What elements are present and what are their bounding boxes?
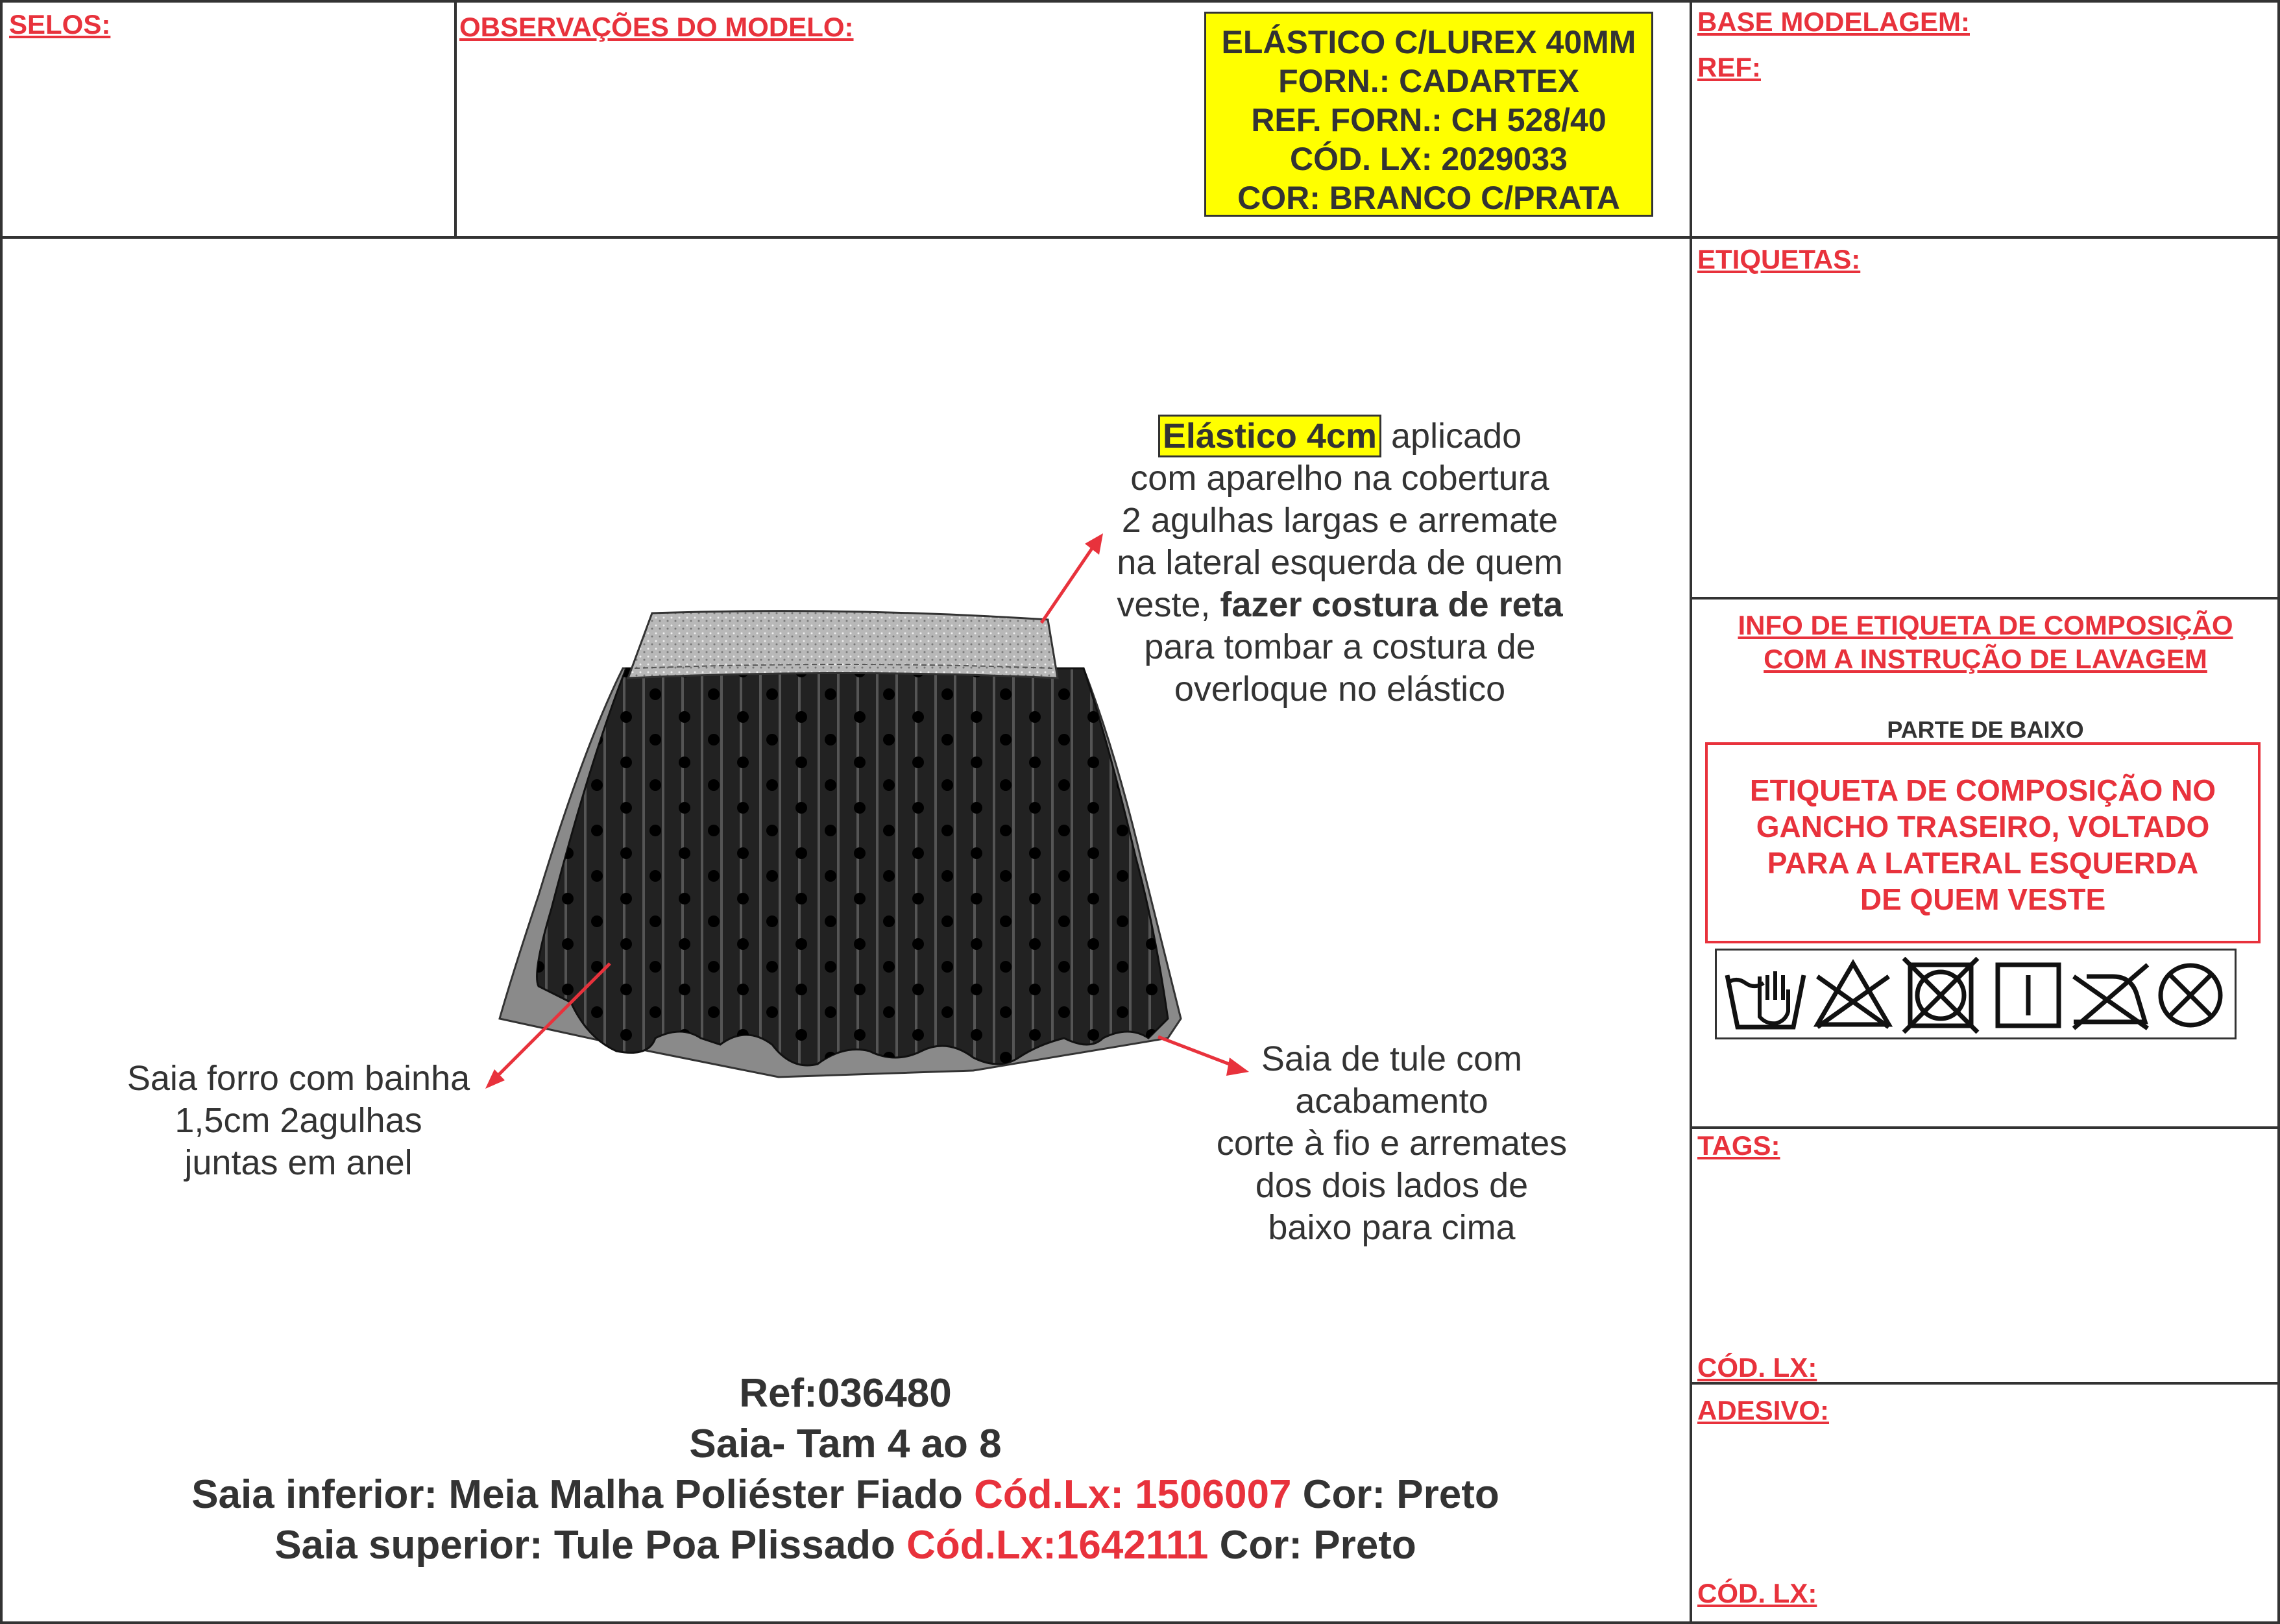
- info-etiqueta-line1: INFO DE ETIQUETA DE COMPOSIÇÃO: [1738, 610, 2233, 640]
- care-symbols-box: [1715, 949, 2237, 1039]
- composition-label-box: [1705, 742, 2261, 943]
- elastic-arrow-head: [1085, 533, 1103, 555]
- tulle-note-line: corte à fio e arremates: [1216, 1124, 1568, 1163]
- elastic-note-text: veste,: [1117, 585, 1220, 624]
- elastic-note-line: com aparelho na cobertura: [1130, 459, 1549, 498]
- sidebar-rule-3: [1691, 1126, 2280, 1129]
- observacoes-label: OBSERVAÇÕES DO MODELO:: [459, 12, 854, 42]
- elastic-spec-line: FORN.: CADARTEX: [1278, 63, 1579, 99]
- adesivo-label: ADESIVO:: [1697, 1395, 1830, 1425]
- superior-code: Cód.Lx:1642111: [906, 1523, 1209, 1568]
- dot-pattern: [537, 668, 1169, 1065]
- composition-line: PARA A LATERAL ESQUERDA: [1767, 846, 2199, 880]
- base-modelagem-label: BASE MODELAGEM:: [1697, 6, 1970, 37]
- tulle-note-line: baixo para cima: [1268, 1208, 1516, 1247]
- elastic-note-line: 2 agulhas largas e arremate: [1121, 501, 1558, 540]
- frame-right: [2277, 0, 2280, 1624]
- selos-label: SELOS:: [9, 9, 111, 40]
- elastic-spec-line: COR: BRANCO C/PRATA: [1237, 180, 1620, 216]
- product-superior-line: [0, 1522, 1691, 1568]
- elastic-waistband: [628, 611, 1058, 678]
- product-name: Saia- Tam 4 ao 8: [689, 1422, 1002, 1466]
- elastic-note-line: overloque no elástico: [1174, 670, 1506, 709]
- elastic-arrow: [1041, 542, 1097, 623]
- hand-wash-icon: [1723, 957, 1808, 1034]
- lining-note-line: 1,5cm 2agulhas: [175, 1101, 422, 1140]
- elastic-note-text: aplicado: [1381, 417, 1522, 455]
- lining-note-line: juntas em anel: [184, 1143, 413, 1182]
- lining-note-line: Saia forro com bainha: [127, 1059, 470, 1098]
- line-dry-icon: [1986, 957, 2070, 1034]
- ref-label: REF:: [1697, 52, 1761, 82]
- elastic-spec-line: ELÁSTICO C/LUREX 40MM: [1221, 24, 1636, 60]
- elastic-note-line: na lateral esquerda de quem: [1117, 543, 1563, 582]
- tulle-arrow-head: [1226, 1058, 1249, 1076]
- no-tumble-dry-icon: [1898, 957, 1983, 1034]
- parte-de-baixo-label: PARTE DE BAIXO: [1887, 716, 2084, 743]
- elastic-note-line: para tombar a costura de: [1144, 627, 1536, 666]
- sidebar-rule-2: [1691, 597, 2280, 600]
- composition-line: DE QUEM VESTE: [1860, 882, 2106, 916]
- tulle-note-line: Saia de tule com: [1261, 1039, 1523, 1078]
- elastic-highlight: Elástico 4cm: [1158, 415, 1381, 457]
- elastic-spec-line: CÓD. LX: 2029033: [1290, 141, 1568, 177]
- inferior-code: Cód.Lx: 1506007: [974, 1472, 1292, 1517]
- inferior-color: Cor: Preto: [1291, 1472, 1499, 1517]
- etiquetas-label: ETIQUETAS:: [1697, 244, 1861, 274]
- cod-lx-adesivo-label: CÓD. LX:: [1697, 1578, 1817, 1608]
- tulle-arrow: [1158, 1037, 1236, 1067]
- sidebar-rule-1: [1691, 236, 2280, 239]
- elastic-note-bold: fazer costura de reta: [1220, 585, 1563, 624]
- no-bleach-icon: [1811, 957, 1895, 1034]
- tulle-note-line: dos dois lados de: [1255, 1166, 1529, 1205]
- no-iron-icon: [2067, 957, 2152, 1034]
- cod-lx-tags-label: CÓD. LX:: [1697, 1352, 1817, 1383]
- superior-text: Saia superior: Tule Poa Plissado: [274, 1523, 907, 1568]
- tulle-note-line: acabamento: [1295, 1082, 1488, 1121]
- elastic-spec-line: REF. FORN.: CH 528/40: [1251, 102, 1607, 138]
- info-etiqueta-line2: COM A INSTRUÇÃO DE LAVAGEM: [1764, 644, 2207, 674]
- composition-line: ETIQUETA DE COMPOSIÇÃO NO: [1749, 773, 2216, 807]
- superior-color: Cor: Preto: [1208, 1523, 1416, 1568]
- tags-label: TAGS:: [1697, 1130, 1780, 1161]
- no-dry-clean-icon: [2148, 957, 2233, 1034]
- product-ref: Ref:036480: [739, 1371, 952, 1416]
- inferior-text: Saia inferior: Meia Malha Poliéster Fiado: [191, 1472, 975, 1517]
- product-inferior-line: [0, 1472, 1691, 1518]
- composition-line: GANCHO TRASEIRO, VOLTADO: [1756, 810, 2210, 843]
